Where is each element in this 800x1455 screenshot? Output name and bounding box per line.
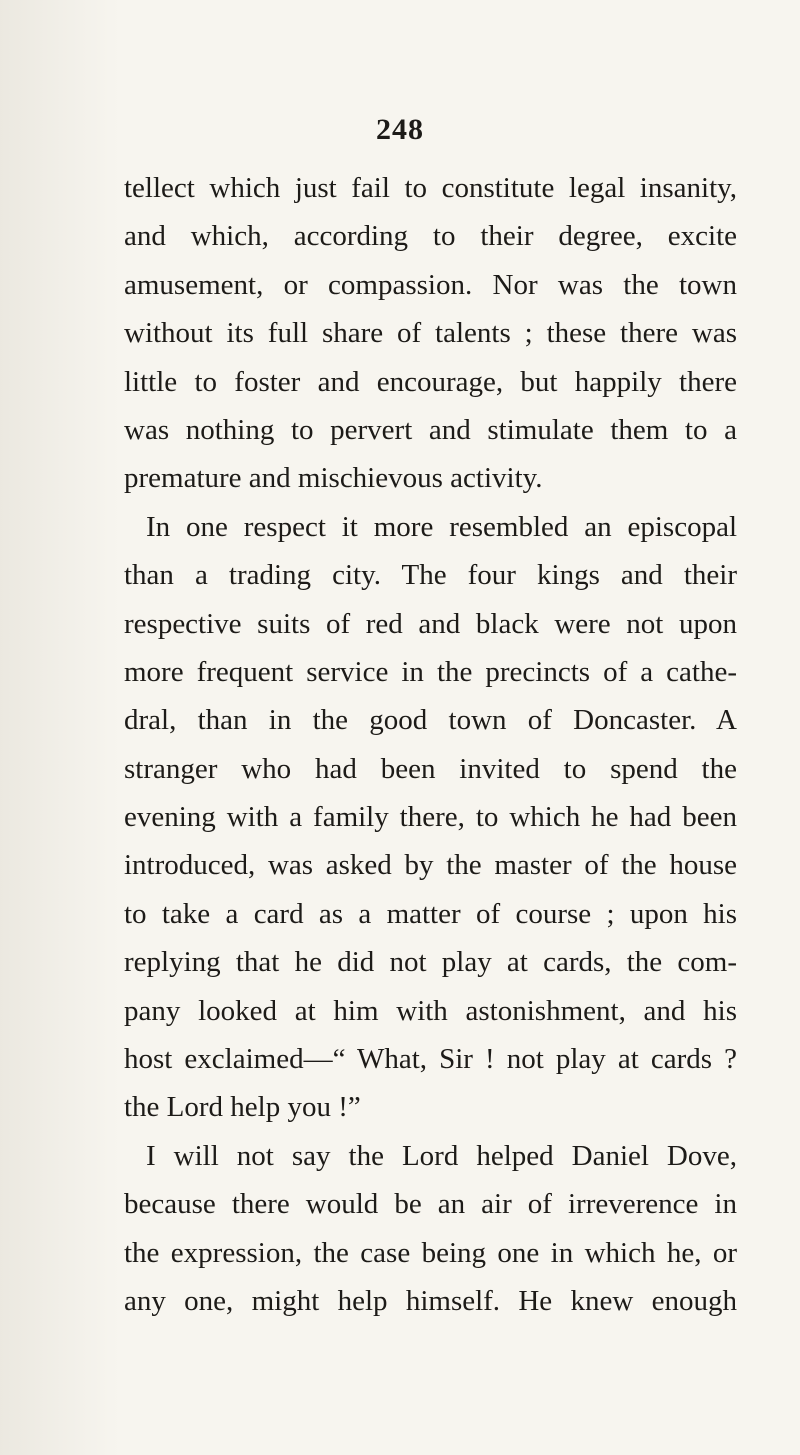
- text-line: respective suits of red and black were not upon: [124, 607, 737, 640]
- text-line: In one respect it more resembled an episcopal: [146, 510, 737, 543]
- text-line: than a trading city. The four kings and their: [124, 559, 737, 592]
- body-text: [124, 164, 737, 1325]
- text-line: replying that he did not play at cards, the com-: [124, 946, 737, 979]
- text-line: the expression, the case being one in which he, or: [124, 1236, 737, 1269]
- text-line: without its full share of talents ; these there was: [124, 317, 737, 350]
- text-line: tellect which just fail to constitute legal insanity,: [124, 172, 737, 204]
- text-line: because there would be an air of irreverence in: [124, 1188, 737, 1221]
- text-line: and which, according to their degree, excite: [124, 220, 737, 253]
- text-line: pany looked at him with astonishment, and his: [124, 994, 737, 1027]
- text-line: evening with a family there, to which he had been: [124, 801, 737, 834]
- text-line: dral, than in the good town of Doncaster. A: [124, 704, 737, 737]
- text-line: host exclaimed—“ What, Sir ! not play at cards ?: [124, 1043, 737, 1076]
- text-line: premature and mischievous activity.: [124, 462, 543, 495]
- text-line: introduced, was asked by the master of the house: [124, 849, 737, 882]
- text-line: was nothing to pervert and stimulate them to a: [124, 413, 737, 446]
- gutter-shadow: [0, 0, 120, 1455]
- text-line: the Lord help you !”: [124, 1091, 361, 1124]
- page-number: 248: [376, 113, 424, 146]
- text-line: to take a card as a matter of course ; upon his: [124, 897, 737, 930]
- text-line: I will not say the Lord helped Daniel Dove,: [146, 1139, 737, 1172]
- text-line: amusement, or compassion. Nor was the town: [124, 268, 737, 301]
- text-line: little to foster and encourage, but happily there: [124, 365, 737, 398]
- text-line: stranger who had been invited to spend the: [124, 752, 737, 785]
- text-line: any one, might help himself. He knew enough: [124, 1284, 737, 1317]
- text-line: more frequent service in the precincts of a cathe-: [124, 655, 737, 688]
